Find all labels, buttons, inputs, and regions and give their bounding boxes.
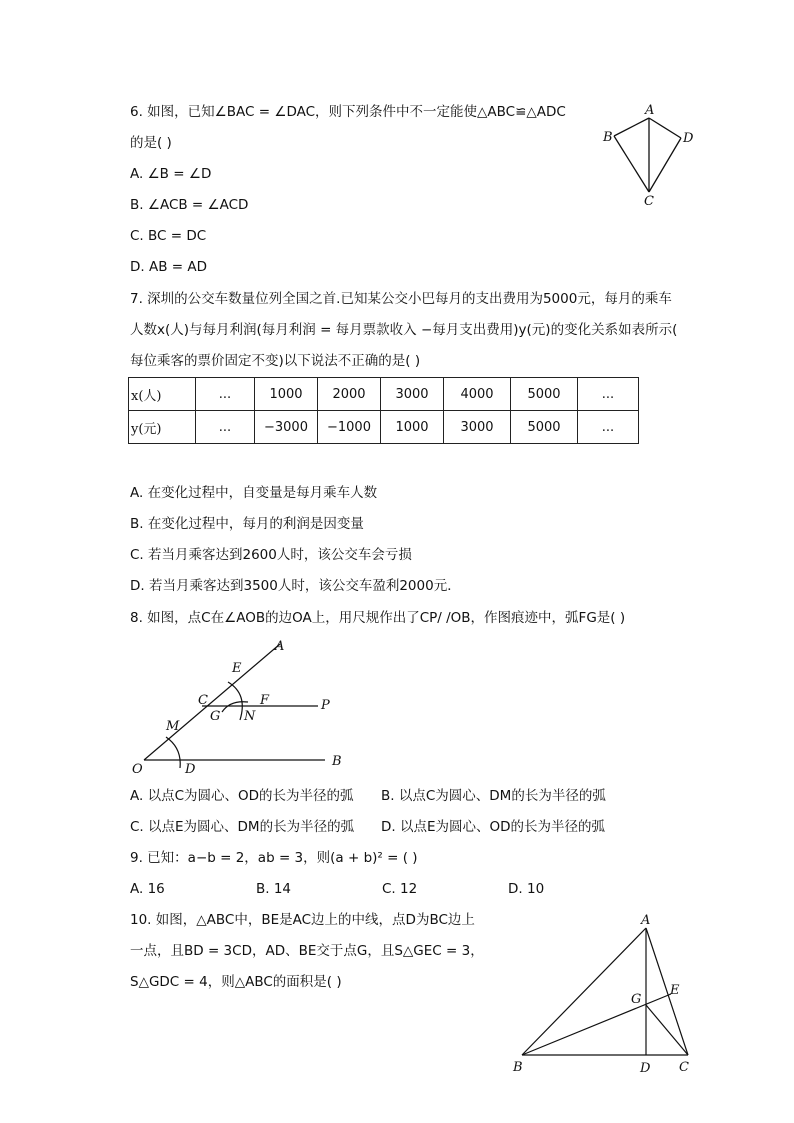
table-cell: −3000 [255, 411, 318, 444]
q6-label-a: A [645, 103, 655, 118]
q8-label-f: F [260, 693, 270, 708]
table-cell: ... [196, 411, 255, 444]
q6-segment-ba [614, 118, 649, 136]
q7-table [128, 377, 639, 444]
q8-label-c: C [198, 693, 208, 708]
q6-label-b: B [603, 130, 613, 145]
q6-label-d: D [683, 131, 694, 146]
q6-figure [596, 100, 706, 210]
q10-segment-ac [646, 928, 688, 1055]
q7-option-a: A. 在变化过程中，自变量是每月乘车人数 [130, 485, 378, 501]
table-cell: 4000 [444, 378, 511, 411]
q8-label-m: M [166, 719, 180, 734]
q9-stem: 9. 已知：a−b = 2，ab = 3，则(a + b)² = ( ) [130, 850, 418, 866]
table-cell: 1000 [255, 378, 318, 411]
table-cell: 2000 [318, 378, 381, 411]
table-cell: y(元) [129, 411, 196, 444]
q6-option-d: D. AB = AD [130, 259, 207, 275]
q8-arc-md [166, 737, 180, 768]
q9-option-a: A. 16 [130, 881, 165, 897]
q8-label-e: E [232, 661, 242, 676]
q7-option-d: D. 若当月乘客达到3500人时，该公交车盈利2000元． [130, 578, 461, 594]
q8-label-g: G [210, 709, 221, 724]
table-cell: 3000 [444, 411, 511, 444]
q8-label-o: O [132, 762, 143, 777]
q8-option-d: D. 以点E为圆心、OD的长为半径的弧 [381, 819, 606, 835]
table-cell: 5000 [511, 411, 578, 444]
q7-stem-line2: 人数x(人)与每月利润(每月利润 = 每月票款收入 −每月支出费用)y(元)的变化关系如表所示( [130, 322, 678, 338]
q7-option-b: B. 在变化过程中，每月的利润是因变量 [130, 516, 364, 532]
q6-stem-line2: 的是( ) [130, 135, 172, 151]
table-cell: −1000 [318, 411, 381, 444]
q10-label-b: B [513, 1060, 523, 1075]
q10-label-c: C [679, 1060, 689, 1075]
q6-segment-ad [649, 118, 681, 138]
q10-label-a: A [641, 913, 651, 928]
q7-option-c: C. 若当月乘客达到2600人时，该公交车会亏损 [130, 547, 412, 563]
table-cell: 3000 [381, 378, 444, 411]
q8-label-n: N [244, 709, 256, 724]
q10-label-e: E [670, 983, 680, 998]
table-row [129, 411, 639, 444]
q8-label-p: P [321, 698, 330, 713]
table-row [129, 378, 639, 411]
table-cell: x(人) [129, 378, 196, 411]
table-cell: 5000 [511, 378, 578, 411]
q6-segment-bc [614, 136, 649, 192]
q10-stem-line3: S△GDC = 4，则△ABC的面积是( ) [130, 974, 342, 990]
q8-arc-en [228, 682, 242, 720]
q6-segment-dc [649, 138, 681, 192]
q6-stem-line1: 6. 如图，已知∠BAC = ∠DAC，则下列条件中不一定能使△ABC≌△ADC [130, 104, 566, 120]
q7-stem-line3: 每位乘客的票价固定不变)以下说法不正确的是( ) [130, 353, 421, 369]
q10-stem-line2: 一点，且BD = 3CD，AD、BE交于点G，且S△GEC = 3， [130, 943, 484, 959]
q10-stem-line1: 10. 如图，△ABC中，BE是AC边上的中线，点D为BC边上 [130, 912, 475, 928]
q9-option-b: B. 14 [256, 881, 292, 897]
q10-label-g: G [631, 992, 642, 1007]
table-cell: 1000 [381, 411, 444, 444]
q8-label-b: B [332, 754, 342, 769]
q8-figure [130, 636, 360, 781]
q6-option-c: C. BC = DC [130, 228, 207, 244]
q8-label-a: A [275, 639, 285, 654]
q10-segment-ab [522, 928, 646, 1055]
table-cell: ... [578, 378, 639, 411]
q9-option-d: D. 10 [508, 881, 545, 897]
q8-option-b: B. 以点C为圆心、DM的长为半径的弧 [381, 788, 606, 804]
q10-segment-be [522, 994, 671, 1055]
table-cell: ... [196, 378, 255, 411]
q8-option-c: C. 以点E为圆心、DM的长为半径的弧 [130, 819, 355, 835]
q10-segment-gc [646, 1005, 688, 1055]
q9-option-c: C. 12 [382, 881, 418, 897]
q6-label-c: C [644, 194, 654, 209]
q8-option-a: A. 以点C为圆心、OD的长为半径的弧 [130, 788, 354, 804]
q10-figure [508, 910, 718, 1085]
q10-label-d: D [640, 1061, 651, 1076]
q7-stem-line1: 7. 深圳的公交车数量位列全国之首.已知某公交小巴每月的支出费用为5000元，每月的乘车 [130, 291, 672, 307]
q6-option-a: A. ∠B = ∠D [130, 166, 212, 182]
q8-label-d: D [185, 762, 196, 777]
table-cell: ... [578, 411, 639, 444]
q6-option-b: B. ∠ACB = ∠ACD [130, 197, 249, 213]
q8-stem: 8. 如图，点C在∠AOB的边OA上，用尺规作出了CP/ /OB，作图痕迹中，弧FG是( ) [130, 610, 626, 626]
